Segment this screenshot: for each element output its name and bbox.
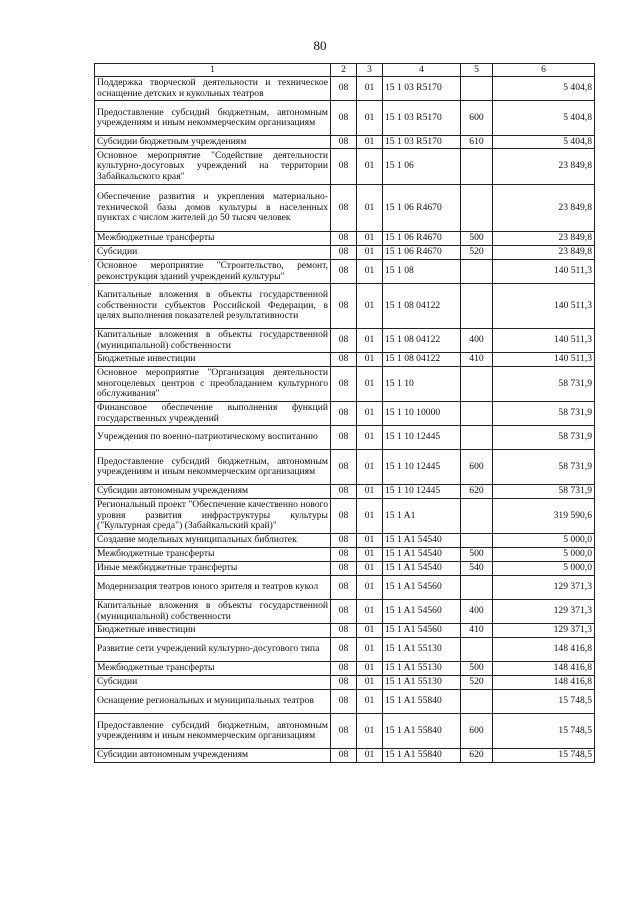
row-subsection: 01	[357, 638, 383, 662]
row-expense-type: 600	[461, 714, 493, 749]
row-subsection: 01	[357, 426, 383, 450]
row-name: Капитальные вложения в объекты государственной (муниципальной) собственности	[95, 600, 331, 624]
row-name: Основное мероприятие "Строительство, ремонт, реконструкция зданий учреждений культуры"	[95, 260, 331, 284]
row-subsection: 01	[357, 714, 383, 749]
row-expense-type	[461, 149, 493, 185]
row-name: Финансовое обеспечение выполнения функций государственных учреждений	[95, 402, 331, 426]
row-name: Предоставление субсидий бюджетным, автономным учреждениям и иным некоммерческим организациям	[95, 101, 331, 136]
table-row	[95, 600, 595, 624]
column-header-2: 2	[331, 64, 357, 77]
row-subsection: 01	[357, 676, 383, 690]
row-subsection: 01	[357, 534, 383, 548]
column-header-6: 6	[493, 64, 595, 77]
column-header-3: 3	[357, 64, 383, 77]
row-target-code: 15 1 06	[383, 149, 461, 185]
row-subsection: 01	[357, 499, 383, 534]
row-target-code: 15 1 10 10000	[383, 402, 461, 426]
row-section: 08	[331, 534, 357, 548]
row-name: Предоставление субсидий бюджетным, автономным учреждениям и иным некоммерческим организациям	[95, 714, 331, 749]
row-expense-type	[461, 426, 493, 450]
row-name: Межбюджетные трансферты	[95, 662, 331, 676]
budget-table	[94, 63, 595, 763]
row-amount: 15 748,5	[493, 714, 595, 749]
row-target-code: 15 1 A1 54540	[383, 534, 461, 548]
row-expense-type: 400	[461, 329, 493, 353]
row-expense-type: 520	[461, 246, 493, 260]
table-row	[95, 499, 595, 534]
row-name: Бюджетные инвестиции	[95, 624, 331, 638]
table-row	[95, 77, 595, 101]
row-amount: 148 416,8	[493, 676, 595, 690]
table-row	[95, 638, 595, 662]
row-amount: 58 731,9	[493, 367, 595, 402]
row-expense-type: 610	[461, 136, 493, 149]
table-row	[95, 562, 595, 576]
row-expense-type: 600	[461, 101, 493, 136]
row-amount: 129 371,3	[493, 600, 595, 624]
row-section: 08	[331, 690, 357, 714]
row-expense-type	[461, 185, 493, 232]
row-amount: 23 849,8	[493, 232, 595, 246]
row-name: Учреждения по военно-патриотическому воспитанию	[95, 426, 331, 450]
table-row	[95, 402, 595, 426]
row-target-code: 15 1 10 12445	[383, 450, 461, 485]
row-subsection: 01	[357, 485, 383, 499]
row-subsection: 01	[357, 260, 383, 284]
row-amount: 140 511,3	[493, 284, 595, 329]
row-subsection: 01	[357, 402, 383, 426]
row-section: 08	[331, 136, 357, 149]
row-subsection: 01	[357, 246, 383, 260]
table-row	[95, 101, 595, 136]
row-expense-type: 410	[461, 353, 493, 367]
row-section: 08	[331, 329, 357, 353]
row-subsection: 01	[357, 548, 383, 562]
row-subsection: 01	[357, 562, 383, 576]
row-amount: 5 404,8	[493, 136, 595, 149]
row-amount: 5 000,0	[493, 562, 595, 576]
row-amount: 58 731,9	[493, 402, 595, 426]
row-name: Региональный проект "Обеспечение качественно нового уровня развития инфраструктуры культуры ("Культурная среда") (Забайкальский край)"	[95, 499, 331, 534]
row-target-code: 15 1 A1 54540	[383, 548, 461, 562]
table-row	[95, 450, 595, 485]
row-section: 08	[331, 353, 357, 367]
row-amount: 23 849,8	[493, 149, 595, 185]
row-amount: 58 731,9	[493, 450, 595, 485]
row-target-code: 15 1 08 04122	[383, 284, 461, 329]
row-subsection: 01	[357, 749, 383, 763]
row-section: 08	[331, 624, 357, 638]
table-row	[95, 662, 595, 676]
table-row	[95, 534, 595, 548]
row-subsection: 01	[357, 232, 383, 246]
row-amount: 15 748,5	[493, 749, 595, 763]
column-header-1: 1	[95, 64, 331, 77]
row-amount: 129 371,3	[493, 576, 595, 600]
row-subsection: 01	[357, 600, 383, 624]
row-name: Предоставление субсидий бюджетным, автономным учреждениям и иным некоммерческим организациям	[95, 450, 331, 485]
row-section: 08	[331, 284, 357, 329]
table-row	[95, 624, 595, 638]
table-row	[95, 714, 595, 749]
row-name: Основное мероприятие "Содействие деятельности культурно-досуговых учреждений на территории Забайкальского края"	[95, 149, 331, 185]
row-section: 08	[331, 499, 357, 534]
row-target-code: 15 1 A1 54560	[383, 600, 461, 624]
table-row	[95, 185, 595, 232]
row-amount: 140 511,3	[493, 353, 595, 367]
table-row	[95, 246, 595, 260]
row-section: 08	[331, 714, 357, 749]
table-row	[95, 367, 595, 402]
row-target-code: 15 1 08 04122	[383, 353, 461, 367]
row-amount: 5 000,0	[493, 548, 595, 562]
row-name: Основное мероприятие "Организация деятельности многоцелевых центров с преобладанием культурного обслуживания"	[95, 367, 331, 402]
row-section: 08	[331, 485, 357, 499]
row-target-code: 15 1 10 12445	[383, 485, 461, 499]
table-row	[95, 260, 595, 284]
row-section: 08	[331, 260, 357, 284]
row-section: 08	[331, 562, 357, 576]
row-subsection: 01	[357, 367, 383, 402]
row-amount: 5 000,0	[493, 534, 595, 548]
row-section: 08	[331, 402, 357, 426]
table-row	[95, 284, 595, 329]
row-amount: 23 849,8	[493, 185, 595, 232]
row-amount: 58 731,9	[493, 426, 595, 450]
row-section: 08	[331, 576, 357, 600]
row-subsection: 01	[357, 136, 383, 149]
row-name: Субсидии	[95, 676, 331, 690]
row-expense-type	[461, 690, 493, 714]
table-row	[95, 749, 595, 763]
row-section: 08	[331, 367, 357, 402]
row-target-code: 15 1 A1 55130	[383, 638, 461, 662]
row-target-code: 15 1 A1 55840	[383, 749, 461, 763]
row-target-code: 15 1 A1 54560	[383, 576, 461, 600]
row-target-code: 15 1 A1	[383, 499, 461, 534]
table-body	[95, 77, 595, 763]
row-subsection: 01	[357, 450, 383, 485]
row-subsection: 01	[357, 576, 383, 600]
row-name: Межбюджетные трансферты	[95, 548, 331, 562]
row-name: Субсидии автономным учреждениям	[95, 749, 331, 763]
row-subsection: 01	[357, 690, 383, 714]
row-target-code: 15 1 A1 55130	[383, 676, 461, 690]
row-expense-type	[461, 499, 493, 534]
row-target-code: 15 1 A1 54560	[383, 624, 461, 638]
row-amount: 23 849,8	[493, 246, 595, 260]
table-row	[95, 149, 595, 185]
table-row	[95, 485, 595, 499]
column-header-5: 5	[461, 64, 493, 77]
row-expense-type	[461, 284, 493, 329]
row-amount: 15 748,5	[493, 690, 595, 714]
row-section: 08	[331, 676, 357, 690]
table-row	[95, 426, 595, 450]
row-subsection: 01	[357, 662, 383, 676]
row-name: Капитальные вложения в объекты государственной собственности субъектов Российской Федерации, в целях выполнения показателей результативности	[95, 284, 331, 329]
row-target-code: 15 1 03 R5170	[383, 77, 461, 101]
row-target-code: 15 1 06 R4670	[383, 185, 461, 232]
row-name: Развитие сети учреждений культурно-досугового типа	[95, 638, 331, 662]
row-expense-type: 620	[461, 485, 493, 499]
row-section: 08	[331, 246, 357, 260]
row-section: 08	[331, 149, 357, 185]
row-name: Бюджетные инвестиции	[95, 353, 331, 367]
row-expense-type	[461, 638, 493, 662]
row-target-code: 15 1 06 R4670	[383, 232, 461, 246]
column-header-4: 4	[383, 64, 461, 77]
row-section: 08	[331, 749, 357, 763]
page-number: 80	[313, 38, 327, 53]
table-row	[95, 576, 595, 600]
row-amount: 140 511,3	[493, 329, 595, 353]
row-target-code: 15 1 A1 55840	[383, 714, 461, 749]
row-amount: 58 731,9	[493, 485, 595, 499]
row-amount: 140 511,3	[493, 260, 595, 284]
table-row	[95, 329, 595, 353]
row-section: 08	[331, 638, 357, 662]
row-section: 08	[331, 101, 357, 136]
row-subsection: 01	[357, 185, 383, 232]
row-name: Создание модельных муниципальных библиотек	[95, 534, 331, 548]
table-row	[95, 548, 595, 562]
row-section: 08	[331, 77, 357, 101]
row-subsection: 01	[357, 149, 383, 185]
row-subsection: 01	[357, 624, 383, 638]
row-section: 08	[331, 548, 357, 562]
row-expense-type	[461, 367, 493, 402]
row-subsection: 01	[357, 77, 383, 101]
row-target-code: 15 1 A1 55130	[383, 662, 461, 676]
row-section: 08	[331, 232, 357, 246]
row-target-code: 15 1 08 04122	[383, 329, 461, 353]
row-subsection: 01	[357, 101, 383, 136]
row-target-code: 15 1 06 R4670	[383, 246, 461, 260]
row-expense-type	[461, 534, 493, 548]
row-expense-type: 500	[461, 662, 493, 676]
row-name: Субсидии	[95, 246, 331, 260]
row-target-code: 15 1 08	[383, 260, 461, 284]
row-expense-type	[461, 402, 493, 426]
row-name: Субсидии автономным учреждениям	[95, 485, 331, 499]
row-expense-type: 540	[461, 562, 493, 576]
row-name: Субсидии бюджетным учреждениям	[95, 136, 331, 149]
row-amount: 319 590,6	[493, 499, 595, 534]
row-amount: 5 404,8	[493, 77, 595, 101]
row-name: Оснащение региональных и муниципальных театров	[95, 690, 331, 714]
row-amount: 5 404,8	[493, 101, 595, 136]
row-subsection: 01	[357, 353, 383, 367]
row-section: 08	[331, 600, 357, 624]
row-expense-type: 520	[461, 676, 493, 690]
row-section: 08	[331, 450, 357, 485]
row-section: 08	[331, 426, 357, 450]
table-row	[95, 232, 595, 246]
row-expense-type: 620	[461, 749, 493, 763]
row-section: 08	[331, 662, 357, 676]
row-section: 08	[331, 185, 357, 232]
row-subsection: 01	[357, 329, 383, 353]
row-expense-type: 600	[461, 450, 493, 485]
row-expense-type: 400	[461, 600, 493, 624]
table-row	[95, 136, 595, 149]
row-amount: 148 416,8	[493, 638, 595, 662]
table-row	[95, 676, 595, 690]
row-target-code: 15 1 A1 55840	[383, 690, 461, 714]
row-name: Модернизация театров юного зрителя и театров кукол	[95, 576, 331, 600]
row-name: Обеспечение развития и укрепления материально-технической базы домов культуры в населенных пунктах с числом жителей до 50 тысяч человек	[95, 185, 331, 232]
table-row	[95, 353, 595, 367]
row-target-code: 15 1 10 12445	[383, 426, 461, 450]
row-amount: 148 416,8	[493, 662, 595, 676]
table-row	[95, 690, 595, 714]
row-name: Иные межбюджетные трансферты	[95, 562, 331, 576]
row-target-code: 15 1 03 R5170	[383, 101, 461, 136]
table-header-row	[95, 64, 595, 77]
row-subsection: 01	[357, 284, 383, 329]
row-target-code: 15 1 03 R5170	[383, 136, 461, 149]
row-expense-type: 410	[461, 624, 493, 638]
row-expense-type	[461, 576, 493, 600]
row-name: Поддержка творческой деятельности и техническое оснащение детских и кукольных театров	[95, 77, 331, 101]
row-expense-type	[461, 260, 493, 284]
row-expense-type: 500	[461, 548, 493, 562]
row-amount: 129 371,3	[493, 624, 595, 638]
row-target-code: 15 1 10	[383, 367, 461, 402]
row-target-code: 15 1 A1 54540	[383, 562, 461, 576]
row-expense-type	[461, 77, 493, 101]
row-name: Межбюджетные трансферты	[95, 232, 331, 246]
row-expense-type: 500	[461, 232, 493, 246]
row-name: Капитальные вложения в объекты государственной (муниципальной) собственности	[95, 329, 331, 353]
